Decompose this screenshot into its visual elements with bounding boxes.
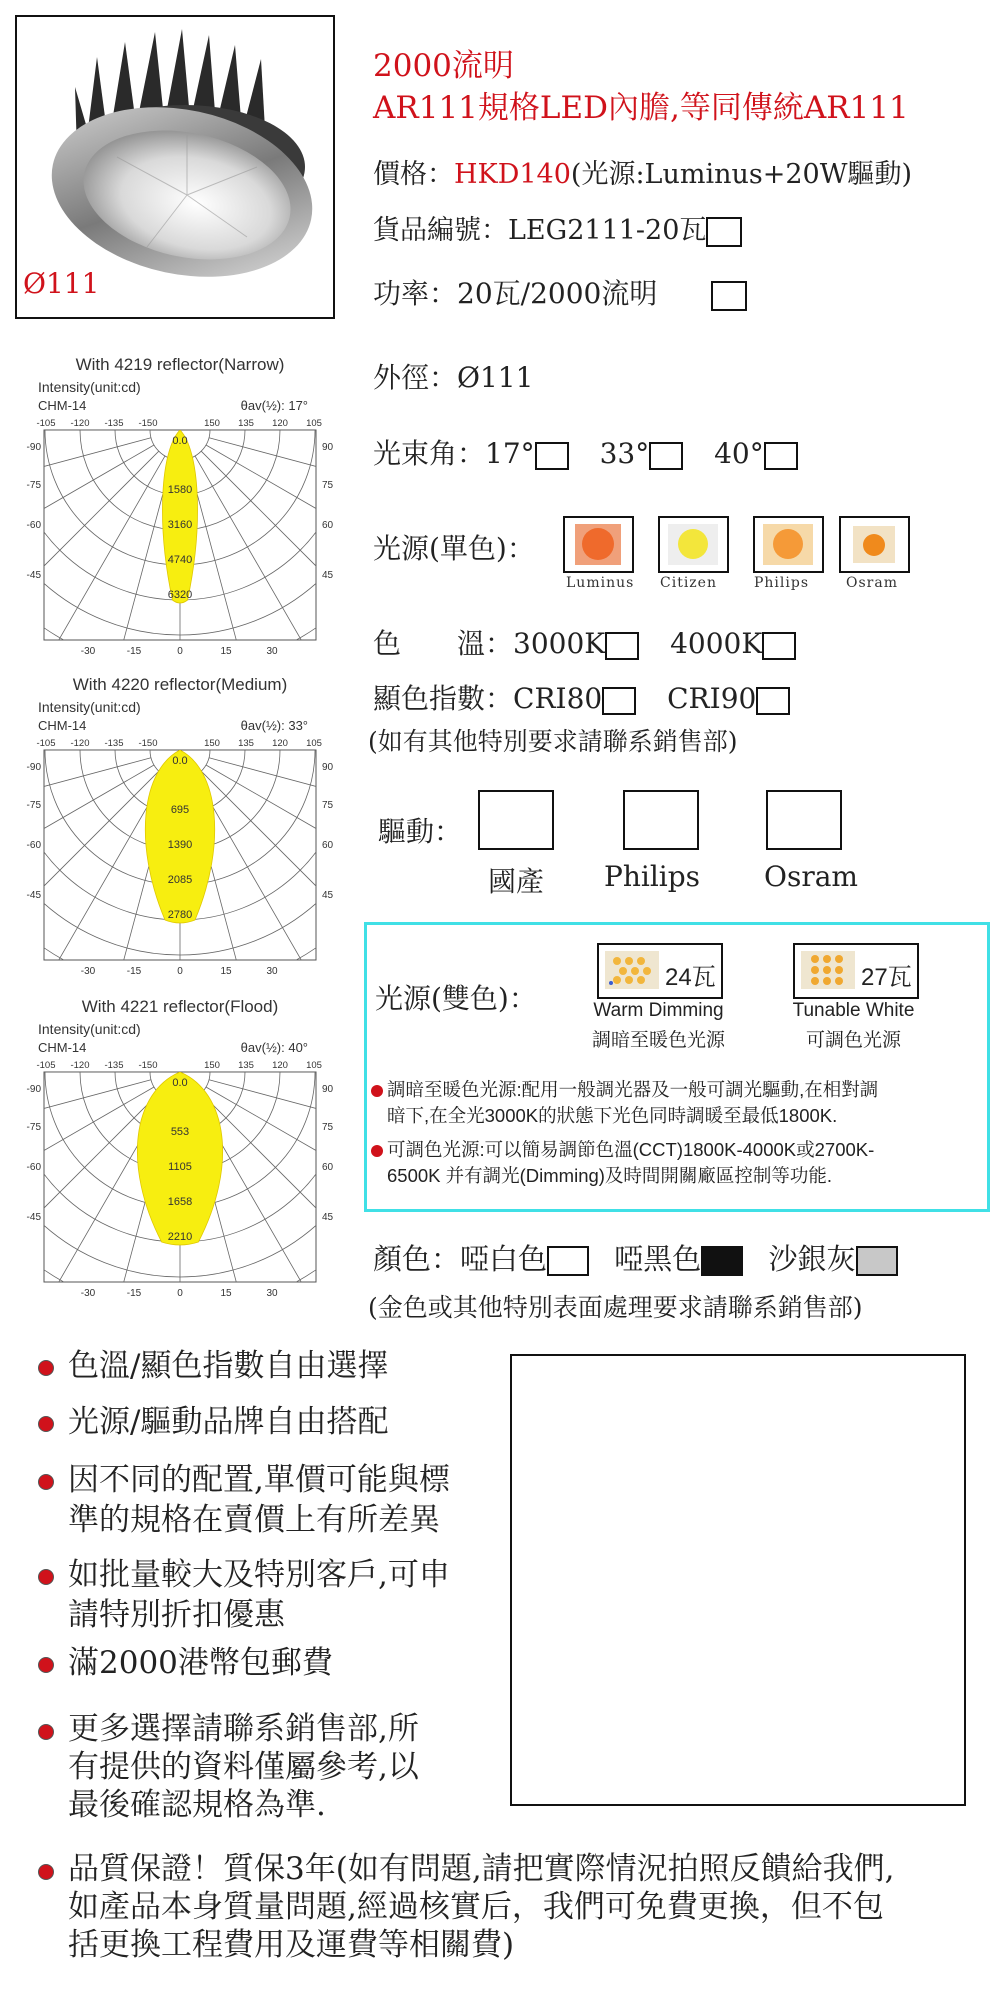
cri-80: CRI80 <box>513 682 603 715</box>
beam-17-checkbox[interactable] <box>535 442 569 470</box>
feature-item: 如批量較大及特別客戶,可申 請特別折扣優惠 <box>38 1555 450 1635</box>
right-axis-label: 90 <box>322 1084 334 1095</box>
top-tick-label: -135 <box>104 418 124 429</box>
left-axis-label: -45 <box>26 890 41 901</box>
ring-value-label: 695 <box>170 804 190 816</box>
bullet-icon <box>38 1416 54 1432</box>
theta-label: θav(½): 40° <box>240 1040 308 1055</box>
bottom-tick-label: 0 <box>177 966 183 977</box>
diameter-caption: Ø111 <box>23 267 100 300</box>
center-label: 0.0 <box>172 435 188 447</box>
bottom-tick-label: 0 <box>177 1288 183 1299</box>
theta-label: θav(½): 17° <box>240 398 308 413</box>
product-title-spec: AR111規格LED內膽,等同傳統AR111 <box>373 90 909 126</box>
top-tick-label: 150 <box>204 1060 220 1071</box>
bullet-icon <box>38 1360 54 1376</box>
top-tick-label: -150 <box>138 1060 158 1071</box>
driver-domestic-label: 國產 <box>488 865 545 898</box>
right-axis-label: 75 <box>322 800 334 811</box>
beam-angle-label: 光束角： <box>373 437 486 470</box>
color-sand-silver: 沙銀灰 <box>768 1242 856 1276</box>
bullet-icon <box>38 1474 54 1490</box>
bottom-tick-label: -15 <box>126 646 142 657</box>
top-tick-label: 135 <box>238 418 254 429</box>
left-axis-label: -60 <box>26 1162 41 1173</box>
sand-silver-swatch[interactable] <box>856 1246 898 1276</box>
polar-chart-title: With 4221 reflector(Flood) <box>81 997 279 1016</box>
right-axis-label: 45 <box>322 1212 334 1223</box>
empty-image-frame <box>510 1354 966 1806</box>
bottom-tick-label: 0 <box>177 646 183 657</box>
top-tick-label: -120 <box>70 418 90 429</box>
tunable-white-desc: 可調色光源 <box>805 1030 901 1051</box>
bottom-tick-label: 30 <box>266 646 278 657</box>
top-tick-label: 120 <box>272 1060 288 1071</box>
top-tick-label: -135 <box>104 738 124 749</box>
tunable-white-note-line1: 可調色光源:可以簡易調節色溫(CCT)1800K-4000K或2700K- <box>387 1139 875 1160</box>
driver-osram-label: Osram <box>764 860 858 893</box>
top-tick-label: 135 <box>238 1060 254 1071</box>
power-row <box>373 272 747 312</box>
left-axis-label: -75 <box>26 800 41 811</box>
ring-value-label: 1390 <box>167 839 193 851</box>
warm-dimming-desc: 調暗至暖色光源 <box>591 1030 725 1051</box>
bottom-tick-label: -30 <box>80 1288 96 1299</box>
matte-black-swatch[interactable] <box>701 1246 743 1276</box>
source-label-philips: Philips <box>754 575 810 591</box>
left-axis-label: -60 <box>26 520 41 531</box>
bottom-tick-label: -30 <box>80 646 96 657</box>
beam-33-checkbox[interactable] <box>649 442 683 470</box>
polar-chart-narrow <box>26 352 334 657</box>
feature-item: 因不同的配置,單價可能與標 準的規格在賣價上有所差異 <box>38 1460 450 1540</box>
right-axis-label: 75 <box>322 480 334 491</box>
ring-value-label: 1658 <box>167 1196 193 1208</box>
beam-40-checkbox[interactable] <box>764 442 798 470</box>
top-tick-label: 150 <box>204 738 220 749</box>
top-tick-label: 120 <box>272 738 288 749</box>
intensity-label: Intensity(unit:cd) <box>38 1021 141 1037</box>
warm-dimming-note <box>371 1077 878 1129</box>
source-chip-citizen[interactable] <box>658 516 729 573</box>
left-axis-label: -45 <box>26 1212 41 1223</box>
ring-value-label: 3160 <box>167 519 193 531</box>
model-label: CHM-14 <box>38 398 87 413</box>
power-text: 功率：20瓦/2000流明 <box>373 277 658 310</box>
cct-3000: 3000K <box>513 627 606 660</box>
color-matte-white: 啞白色 <box>460 1242 548 1276</box>
top-tick-label: 105 <box>306 1060 322 1071</box>
power-checkbox[interactable] <box>711 281 747 311</box>
bottom-tick-label: -15 <box>126 1288 142 1299</box>
cri-80-checkbox[interactable] <box>602 687 636 715</box>
right-axis-label: 60 <box>322 840 334 851</box>
cct-3000-checkbox[interactable] <box>605 632 639 660</box>
luminus-chip-icon <box>565 518 632 571</box>
top-tick-label: 150 <box>204 418 220 429</box>
top-tick-label: -105 <box>36 418 56 429</box>
left-axis-label: -75 <box>26 1122 41 1133</box>
product-title-lumens: 2000流明 <box>373 48 514 84</box>
color-label: 顏色： <box>373 1242 461 1276</box>
cct-4000-checkbox[interactable] <box>762 632 796 660</box>
bottom-tick-label: -30 <box>80 966 96 977</box>
bullet-icon <box>371 1145 383 1157</box>
bullet-icon <box>38 1864 54 1880</box>
osram-chip-icon <box>841 518 908 571</box>
polar-chart-flood <box>26 994 334 1299</box>
polar-chart-svg <box>26 352 334 657</box>
driver-philips-checkbox[interactable] <box>623 790 699 850</box>
source-label-osram: Osram <box>846 575 898 591</box>
bottom-tick-label: 15 <box>220 1288 232 1299</box>
beam-angle-row <box>373 432 798 472</box>
source-chip-luminus[interactable] <box>563 516 634 573</box>
beam-40: 40° <box>714 437 764 470</box>
cct-label: 色 溫： <box>373 627 514 660</box>
intensity-label: Intensity(unit:cd) <box>38 379 141 395</box>
ring-value-label: 553 <box>170 1126 190 1138</box>
top-tick-label: 135 <box>238 738 254 749</box>
warm-dimming-watt: 24瓦 <box>665 964 716 991</box>
top-tick-label: -105 <box>36 1060 56 1071</box>
cri-90: CRI90 <box>667 682 757 715</box>
top-tick-label: -120 <box>70 738 90 749</box>
tunable-white-note-line2: 6500K 并有調光(Dimming)及時間開關廠區控制等功能. <box>387 1165 833 1186</box>
bullet-icon <box>38 1569 54 1585</box>
dual-source-label: 光源(雙色)： <box>375 982 537 1015</box>
bullet-icon <box>38 1724 54 1740</box>
bottom-tick-label: 15 <box>220 966 232 977</box>
single-source-label: 光源(單色)： <box>373 532 535 565</box>
tunable-white-name: Tunable White <box>792 1000 915 1021</box>
theta-label: θav(½): 33° <box>240 718 308 733</box>
product-image-frame <box>15 15 335 319</box>
tunable-white-chip-icon <box>797 947 859 993</box>
top-tick-label: 120 <box>272 418 288 429</box>
feature-item: 更多選擇請聯系銷售部,所 有提供的資料僅屬參考,以 最後確認規格為準. <box>38 1710 419 1824</box>
special-request-note: (如有其他特別要求請聯系銷售部) <box>368 727 738 756</box>
item-number-checkbox[interactable] <box>706 217 742 247</box>
source-chip-osram[interactable] <box>839 516 910 573</box>
top-tick-label: 105 <box>306 418 322 429</box>
price-label: 價格： <box>373 159 454 190</box>
bottom-tick-label: -15 <box>126 966 142 977</box>
cct-row <box>373 622 796 662</box>
ring-value-label: 6320 <box>167 589 193 601</box>
feature-item: 品質保證！質保3年(如有問題,請把實際情況拍照反饋給我們, 如產品本身質量問題,經過核實后，我們可免費更換，但不包 括更換工程費用及運費等相關費) <box>38 1850 895 1964</box>
top-tick-label: -150 <box>138 738 158 749</box>
driver-label: 驅動： <box>378 815 463 848</box>
philips-chip-icon <box>755 518 822 571</box>
right-axis-label: 75 <box>322 1122 334 1133</box>
top-tick-label: -135 <box>104 1060 124 1071</box>
item-number-row <box>373 208 742 247</box>
source-label-citizen: Citizen <box>660 575 717 591</box>
ring-value-label: 1105 <box>168 1161 192 1173</box>
driver-philips-label: Philips <box>604 860 701 893</box>
price-note: (光源:Luminus+20W驅動) <box>570 159 912 190</box>
driver-domestic-checkbox[interactable] <box>478 790 554 850</box>
right-axis-label: 60 <box>322 1162 334 1173</box>
ring-value-label: 1580 <box>167 484 193 496</box>
warm-dimming-chip[interactable] <box>597 943 723 999</box>
polar-chart-title: With 4220 reflector(Medium) <box>72 675 288 694</box>
ring-value-label: 2210 <box>167 1231 193 1243</box>
tunable-white-note <box>371 1137 874 1189</box>
model-label: CHM-14 <box>38 718 87 733</box>
ring-value-label: 2085 <box>167 874 193 886</box>
bottom-tick-label: 30 <box>266 1288 278 1299</box>
center-label: 0.0 <box>172 755 188 767</box>
warm-dimming-note-line2: 暗下,在全光3000K的狀態下光色同時調暖至最低1800K. <box>387 1105 838 1126</box>
cri-label: 顯色指數： <box>373 682 514 715</box>
beam-33: 33° <box>599 437 650 470</box>
finish-note: (金色或其他特別表面處理要求請聯系銷售部) <box>368 1293 863 1322</box>
model-label: CHM-14 <box>38 1040 87 1055</box>
source-label-luminus: Luminus <box>566 575 635 591</box>
dual-source-panel <box>364 922 990 1212</box>
beam-shape <box>162 430 197 603</box>
left-axis-label: -60 <box>26 840 41 851</box>
source-chip-philips[interactable] <box>753 516 824 573</box>
ring-value-label: 4740 <box>167 554 193 566</box>
left-axis-label: -90 <box>26 442 41 453</box>
top-tick-label: 105 <box>306 738 322 749</box>
ring-value-label: 2780 <box>167 909 193 921</box>
warm-dimming-chip-icon <box>601 947 663 993</box>
price-row <box>373 152 912 191</box>
tunable-white-chip[interactable] <box>793 943 919 999</box>
top-tick-label: -150 <box>138 418 158 429</box>
beam-17: 17° <box>485 437 535 470</box>
bullet-icon <box>371 1085 383 1097</box>
polar-chart-svg <box>26 672 334 977</box>
top-tick-label: -120 <box>70 1060 90 1071</box>
matte-white-swatch[interactable] <box>547 1246 589 1276</box>
item-number: 貨品編號：LEG2111-20瓦 <box>373 215 707 246</box>
center-label: 0.0 <box>172 1077 188 1089</box>
right-axis-label: 45 <box>322 570 334 581</box>
left-axis-label: -90 <box>26 762 41 773</box>
bottom-tick-label: 15 <box>220 646 232 657</box>
right-axis-label: 90 <box>322 442 334 453</box>
right-axis-label: 90 <box>322 762 334 773</box>
cri-90-checkbox[interactable] <box>756 687 790 715</box>
tunable-white-watt: 27瓦 <box>861 964 912 991</box>
warm-dimming-note-line1: 調暗至暖色光源:配用一般調光器及一般可調光驅動,在相對調 <box>387 1079 879 1100</box>
left-axis-label: -90 <box>26 1084 41 1095</box>
left-axis-label: -75 <box>26 480 41 491</box>
bullet-icon <box>38 1657 54 1673</box>
feature-item: 光源/驅動品牌自由搭配 <box>38 1402 388 1442</box>
right-axis-label: 60 <box>322 520 334 531</box>
bottom-tick-label: 30 <box>266 966 278 977</box>
intensity-label: Intensity(unit:cd) <box>38 699 141 715</box>
price-value: HKD140 <box>454 159 571 190</box>
citizen-chip-icon <box>660 518 727 571</box>
top-tick-label: -105 <box>36 738 56 749</box>
polar-chart-title: With 4219 reflector(Narrow) <box>75 355 285 374</box>
cct-4000: 4000K <box>670 627 763 660</box>
polar-chart-svg <box>26 994 334 1299</box>
feature-item: 色溫/顯色指數自由選擇 <box>38 1346 388 1386</box>
cri-row <box>373 677 790 717</box>
color-row <box>373 1237 898 1278</box>
color-matte-black: 啞黑色 <box>614 1242 702 1276</box>
driver-osram-checkbox[interactable] <box>766 790 842 850</box>
warm-dimming-name: Warm Dimming <box>593 1000 724 1021</box>
feature-item: 滿2000港幣包郵費 <box>38 1643 333 1683</box>
left-axis-label: -45 <box>26 570 41 581</box>
right-axis-label: 45 <box>322 890 334 901</box>
polar-chart-medium <box>26 672 334 977</box>
diameter-row: 外徑：Ø111 <box>373 361 534 394</box>
